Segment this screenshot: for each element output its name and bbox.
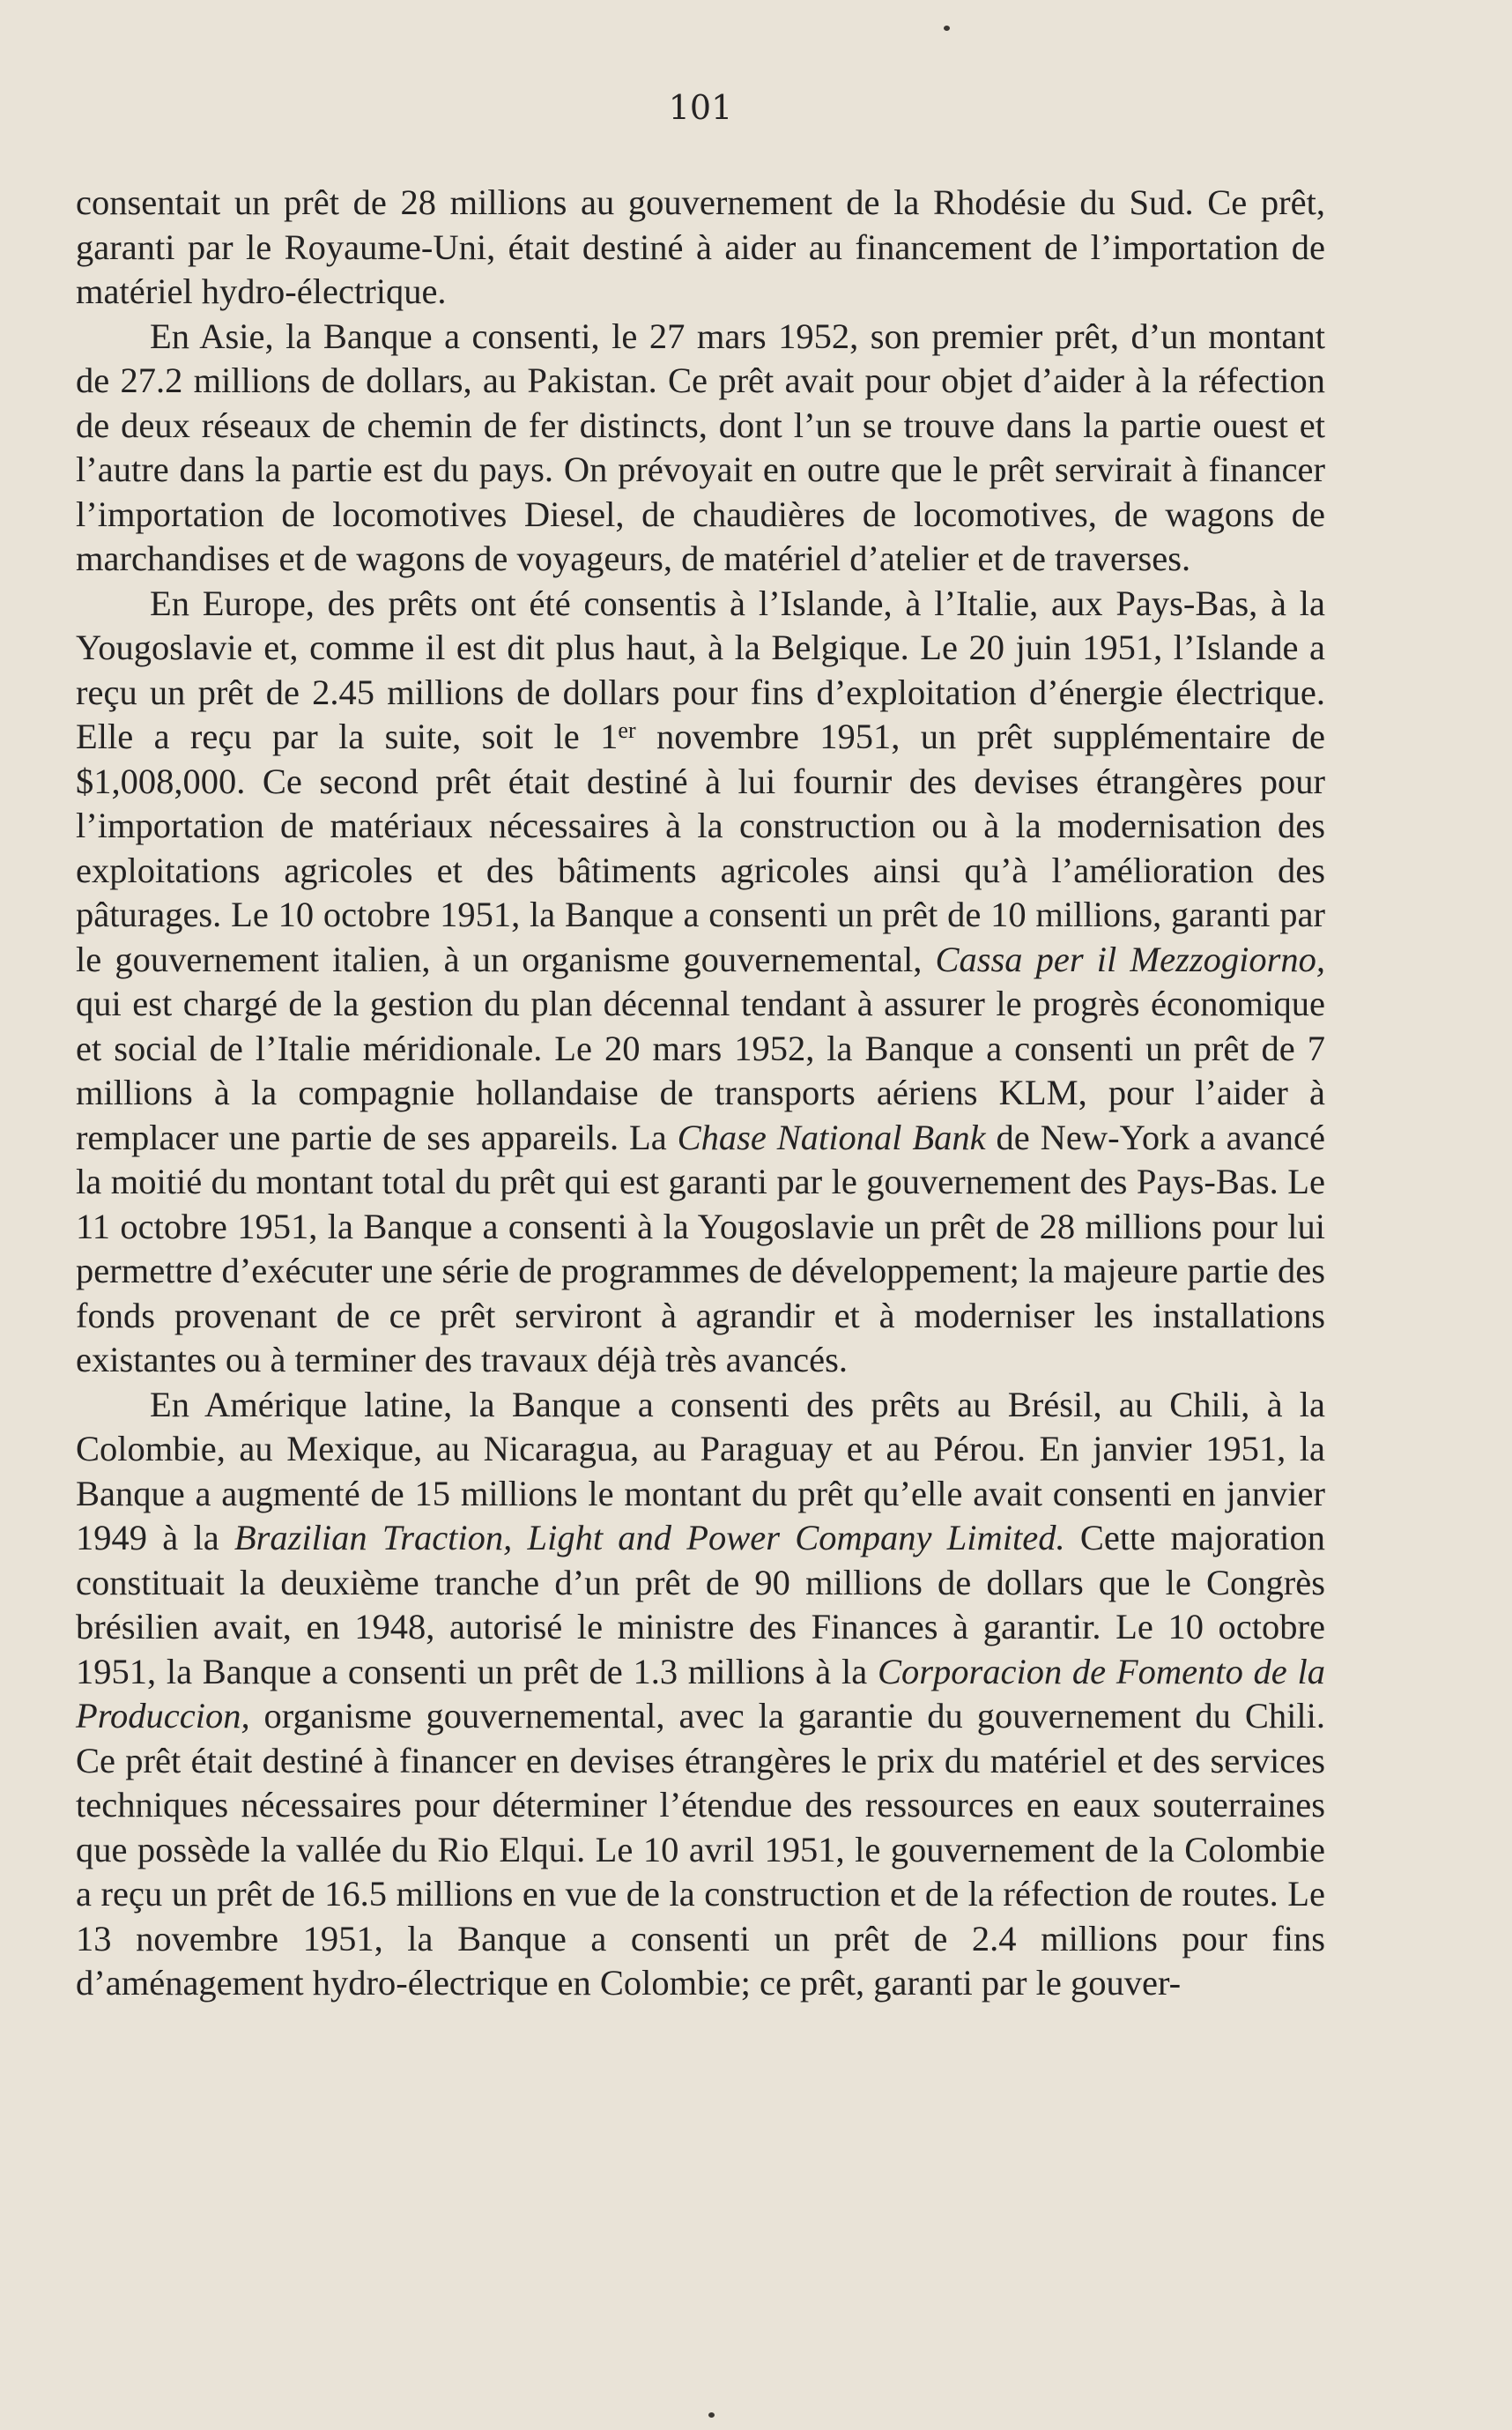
paper-speck (944, 26, 950, 31)
paragraph-3 (76, 582, 1325, 1383)
page-number: 101 (668, 88, 733, 127)
italic-text: Cassa per il Mezzogiorno, (935, 939, 1326, 979)
paragraph-2 (76, 315, 1325, 582)
italic-text: Brazilian Traction, Light and Power Company Limited. (233, 1518, 1065, 1557)
text-run: consentait un prêt de 28 millions au gouvernement de la Rhodésie du Sud. Ce prêt, garanti par le Royaume-Uni, était destiné à aider au financement de l’importation de matériel hydro-électrique. (76, 182, 1325, 311)
italic-text: Chase National Bank (677, 1117, 986, 1157)
text-run: de New-York a avancé la moitié du montant total du prêt qui est garanti par le gouvernement des Pays-Bas. Le 11 octobre 1951, la Banque a consenti à la Yougoslavie un prêt de 28 millions pour lui permettre d’exécuter une série de programmes de développement; la majeure partie des fonds provenant de ce prêt serviront à agrandir et à moderniser les installations existantes ou à terminer des travaux déjà très avancés. (76, 1117, 1326, 1379)
text-run: novembre 1951, un prêt supplémentaire de $1,008,000. Ce second prêt était destiné à lui fournir des devises étrangères pour l’importation de matériaux nécessaires à la construction ou à la modernisation des exploitations agricoles et des bâtiments agricoles ainsi qu’à l’amélioration des pâturages. Le 10 octobre 1951, la Banque a consenti un prêt de 10 millions, garanti par le gouvernement italien, à un organisme gouvernemental, (76, 717, 1325, 979)
text-run: En Europe, des prêts ont été consentis à l’Islande, à l’Italie, aux Pays-Bas, à la Yougoslavie et, comme il est dit plus haut, à la Belgique. Le 20 juin 1951, l’Islande a reçu un prêt de 2.45 millions de dollars pour fins d’exploitation d’énergie électrique. Elle a reçu par la suite, soit le 1 (76, 583, 1325, 756)
text-run: Cette majoration constituait la deuxième tranche d’un prêt de 90 millions de dollars que le Congrès brésilien avait, en 1948, autorisé le ministre des Finances à garantir. Le 10 octobre 1951, la Banque a consenti un prêt de 1.3 millions à la (76, 1518, 1325, 1691)
italic-text: Corporacion de Fomento de la Produccion, (76, 1651, 1325, 1735)
superscript-text: er (618, 717, 636, 743)
paper-speck (708, 2412, 715, 2418)
paragraph-4 (76, 1383, 1325, 2006)
text-run: organisme gouvernemental, avec la garantie du gouvernement du Chili. Ce prêt était destiné à financer en devises étrangères le prix du matériel et des services techniques nécessaires pour déterminer l’étendue des ressources en eaux souterraines que possède la vallée du Rio Elqui. Le 10 avril 1951, le gouvernement de la Colombie a reçu un prêt de 16.5 millions en vue de la construction et de la réfection de routes. Le 13 novembre 1951, la Banque a consenti un prêt de 2.4 millions pour fins d’aménagement hydro-électrique en Colombie; ce prêt, garanti par le gouver- (76, 1696, 1325, 2003)
text-run: En Asie, la Banque a consenti, le 27 mars 1952, son premier prêt, d’un montant de 27.2 millions de dollars, au Pakistan. Ce prêt avait pour objet d’aider à la réfection de deux réseaux de chemin de fer distincts, dont l’un se trouve dans la partie ouest et l’autre dans la partie est du pays. On prévoyait en outre que le prêt servirait à financer l’importation de locomotives Diesel, de chaudières de locomotives, de wagons de marchandises et de wagons de voyageurs, de matériel d’atelier et de traverses. (76, 316, 1325, 578)
paragraph-1 (76, 181, 1325, 315)
text-run: qui est chargé de la gestion du plan décennal tendant à assurer le progrès économique et social de l’Italie méridionale. Le 20 mars 1952, la Banque a consenti un prêt de 7 millions à la compagnie hollandaise de transports aériens KLM, pour l’aider à remplacer une partie de ses appareils. La (76, 984, 1325, 1157)
body-text (76, 181, 1325, 2006)
text-run: En Amérique latine, la Banque a consenti des prêts au Brésil, au Chili, à la Colombie, au Mexique, au Nicaragua, au Paraguay et au Pérou. En janvier 1951, la Banque a augmenté de 15 millions le montant du prêt qu’elle avait consenti en janvier 1949 à la (76, 1384, 1325, 1557)
